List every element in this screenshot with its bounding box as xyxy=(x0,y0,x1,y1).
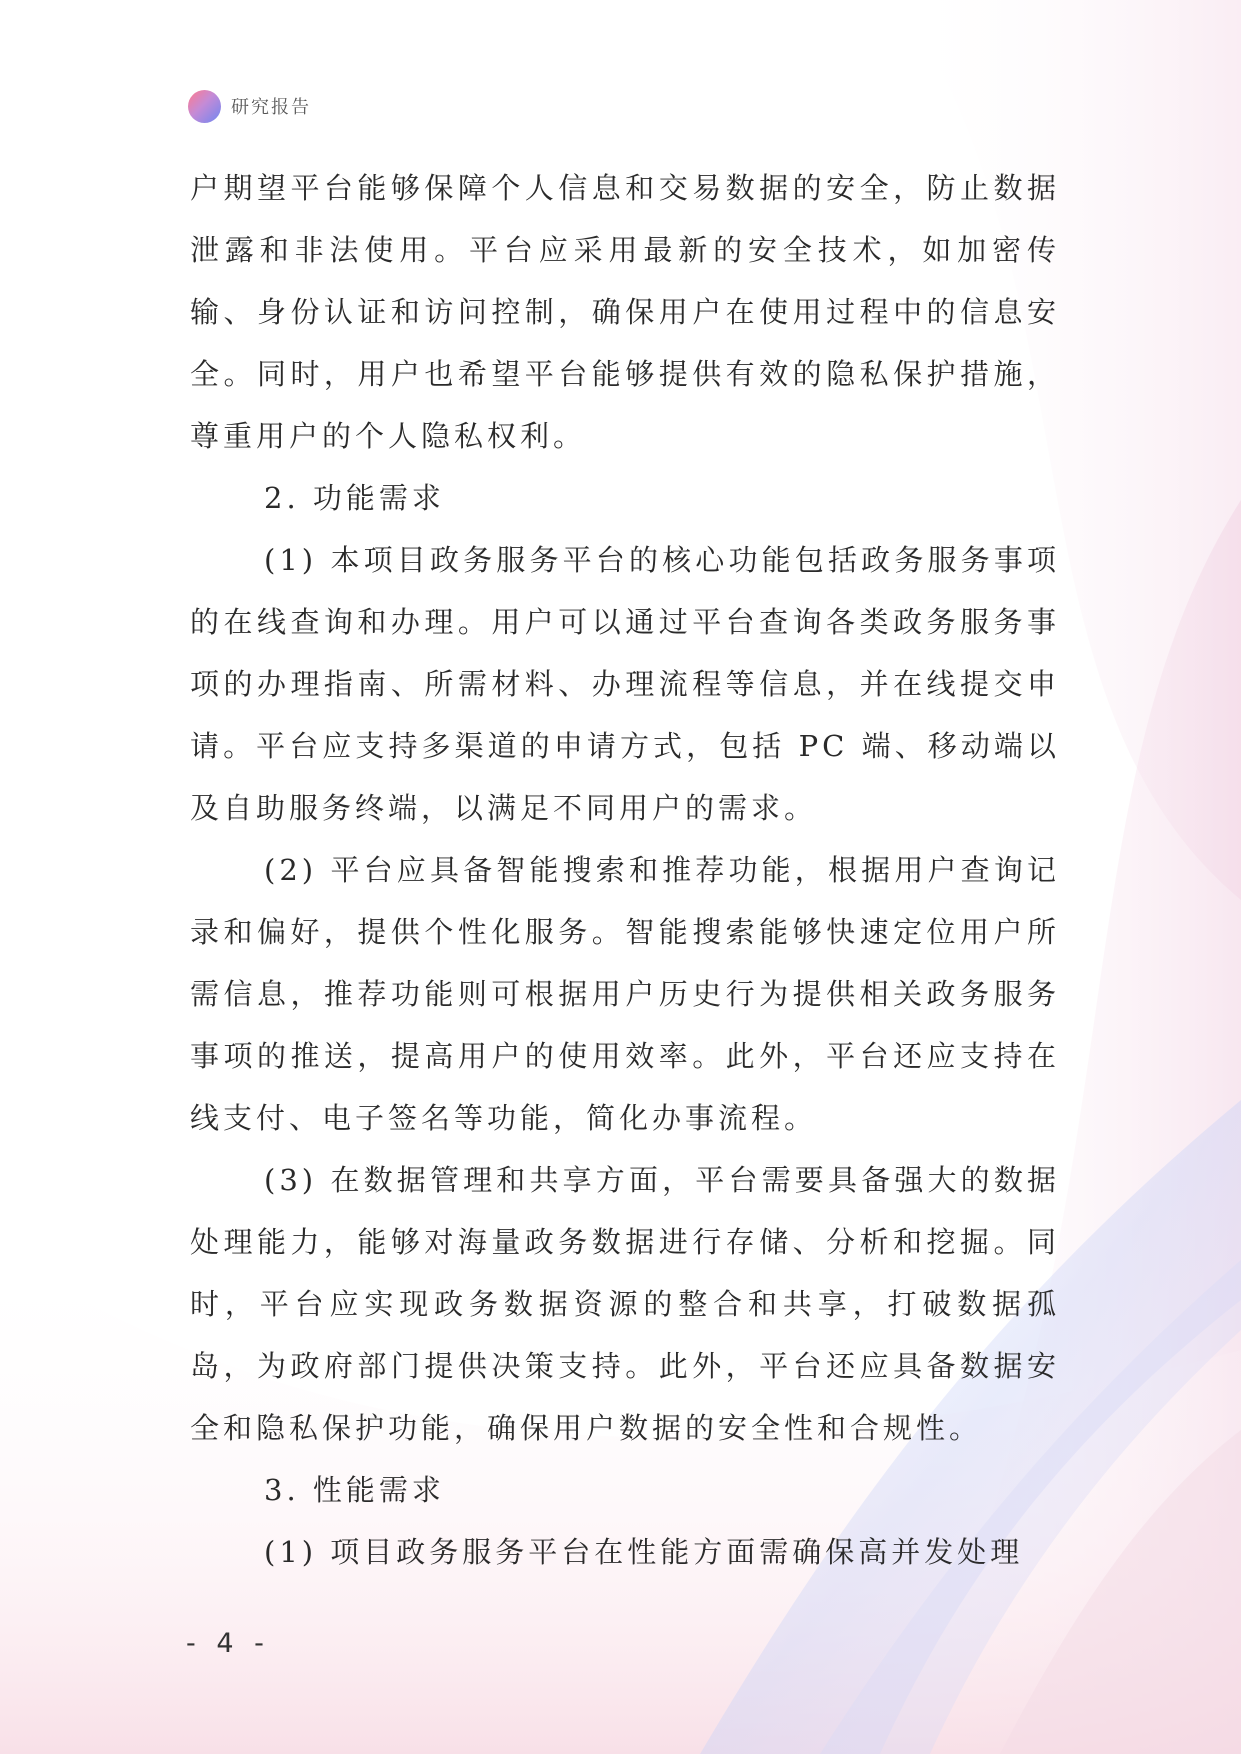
paragraph-functional-3: (3) 在数据管理和共享方面，平台需要具备强大的数据处理能力，能够对海量政务数据进行存储、分析和挖掘。同时，平台应实现政务数据资源的整合和共享，打破数据孤岛，为政府部门提供决策支持。此外，平台还应具备数据安全和隐私保护功能，确保用户数据的安全性和合规性。 xyxy=(190,1163,1060,1445)
section-heading-performance: 3. 性能需求 xyxy=(264,1473,445,1507)
document-body xyxy=(190,157,1060,1583)
header-title: 研究报告 xyxy=(231,97,311,118)
paragraph-functional-1: (1) 本项目政务服务平台的核心功能包括政务服务事项的在线查询和办理。用户可以通过平台查询各类政务服务事项的办理指南、所需材料、办理流程等信息，并在线提交申请。平台应支持多渠道的申请方式，包括 PC 端、移动端以及自助服务终端，以满足不同用户的需求。 xyxy=(190,543,1060,825)
section-heading-functional: 2. 功能需求 xyxy=(264,481,445,515)
page-number: - 4 - xyxy=(186,1628,270,1659)
paragraph-performance-1: (1) 项目政务服务平台在性能方面需确保高并发处理 xyxy=(264,1535,1024,1569)
report-header xyxy=(188,88,311,124)
gradient-circle-icon xyxy=(188,90,221,123)
paragraph-security: 户期望平台能够保障个人信息和交易数据的安全，防止数据泄露和非法使用。平台应采用最新的安全技术，如加密传输、身份认证和访问控制，确保用户在使用过程中的信息安全。同时，用户也希望平台能够提供有效的隐私保护措施，尊重用户的个人隐私权利。 xyxy=(190,171,1060,453)
paragraph-functional-2: (2) 平台应具备智能搜索和推荐功能，根据用户查询记录和偏好，提供个性化服务。智能搜索能够快速定位用户所需信息，推荐功能则可根据用户历史行为提供相关政务服务事项的推送，提高用户的使用效率。此外，平台还应支持在线支付、电子签名等功能，简化办事流程。 xyxy=(190,853,1060,1135)
